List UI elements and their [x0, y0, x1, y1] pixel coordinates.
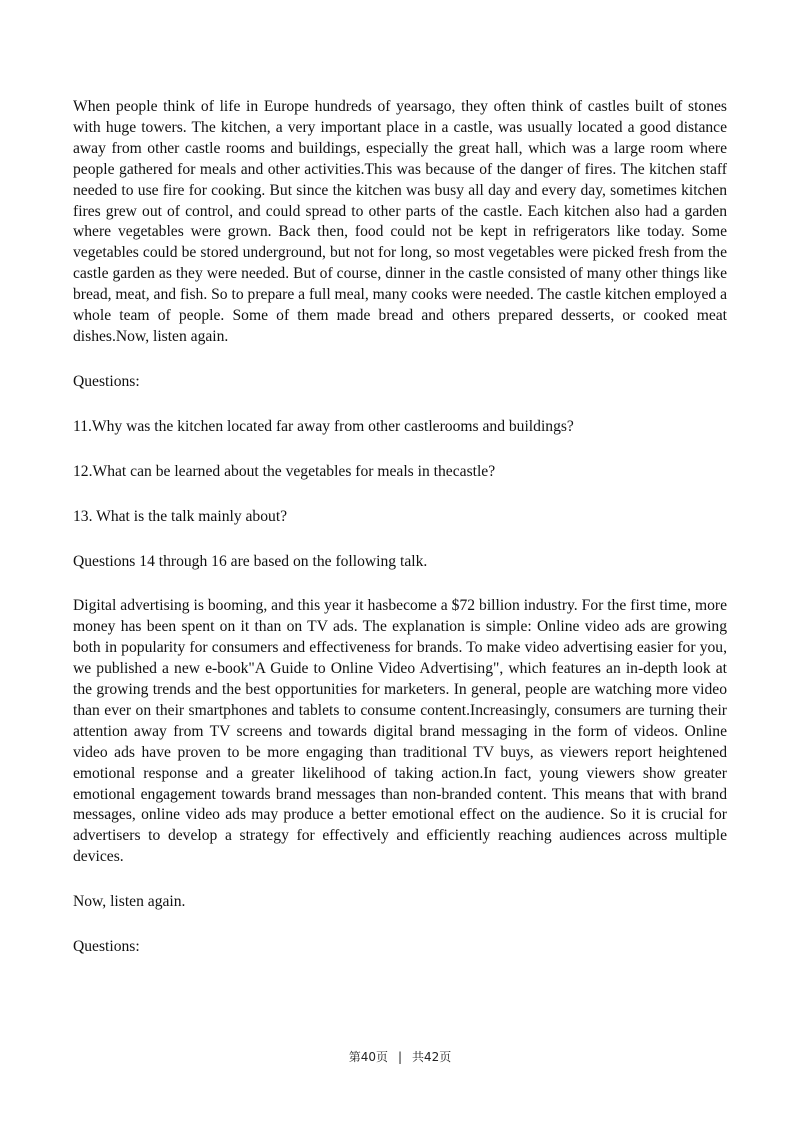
page-footer	[0, 1048, 800, 1065]
question-12: 12.What can be learned about the vegetables for meals in thecastle?	[73, 462, 496, 480]
questions-heading-2: Questions:	[73, 938, 140, 956]
page-content	[73, 97, 727, 982]
footer-separator: |	[397, 1050, 403, 1064]
questions-heading: Questions:	[73, 372, 140, 390]
question-13: 13. What is the talk mainly about?	[73, 507, 288, 525]
passage-digital-advertising: Digital advertising is booming, and this year it hasbecome a $72 billion industry. For the first time, more money has been spent on it than on TV ads. The explanation is simple: Online video ads are growing both in popularity for consumers and effectiveness for brands. To make video advertising easier for you, we published a new e-book"A Guide to Online Video Advertising", which features an in-depth look at the growing trends and the best opportunities for marketers. In general, people are watching more video than ever on their smartphones and tablets to consume content.Increasingly, consumers are turning their attention away from TV screens and towards digital brand messaging in the form of videos. Online video ads have proven to be more engaging than traditional TV buys, as viewers report heightened emotional response and a greater likelihood of taking action.In fact, young viewers show greater emotional engagement towards brand messages than non-branded content. This means that with brand messages, online video ads may produce a better emotional effect on the audience. So it is crucial for advertisers to develop a strategy for effectively and efficiently reaching audiences across multiple devices.	[73, 597, 727, 866]
listen-again-text: Now, listen again.	[73, 893, 186, 911]
question-11: 11.Why was the kitchen located far away from other castlerooms and buildings?	[73, 417, 574, 435]
section-intro: Questions 14 through 16 are based on the following talk.	[73, 552, 428, 570]
passage-castle-kitchen: When people think of life in Europe hundreds of yearsago, they often think of castles built of stones with huge towers. The kitchen, a very important place in a castle, was usually located a good distance away from other castle rooms and buildings, especially the great hall, which was a large room where people gathered for meals and other activities.This was because of the danger of fires. The kitchen staff needed to use fire for cooking. But since the kitchen was busy all day and every day, sometimes kitchen fires grew out of control, and could spread to other parts of the castle. Each kitchen also had a garden where vegetables were grown. Back then, food could not be kept in refrigerators like today. Some vegetables could be stored underground, but not for long, so most vegetables were picked fresh from the castle garden as they were needed. But of course, dinner in the castle consisted of many other things like bread, meat, and fish. So to prepare a full meal, many cooks were needed. The castle kitchen employed a whole team of people. Some of them made bread and others prepared desserts, or cooked meat dishes.Now, listen again.	[73, 98, 727, 345]
page-total: 共42页	[412, 1050, 452, 1064]
page-current: 第40页	[348, 1050, 388, 1064]
